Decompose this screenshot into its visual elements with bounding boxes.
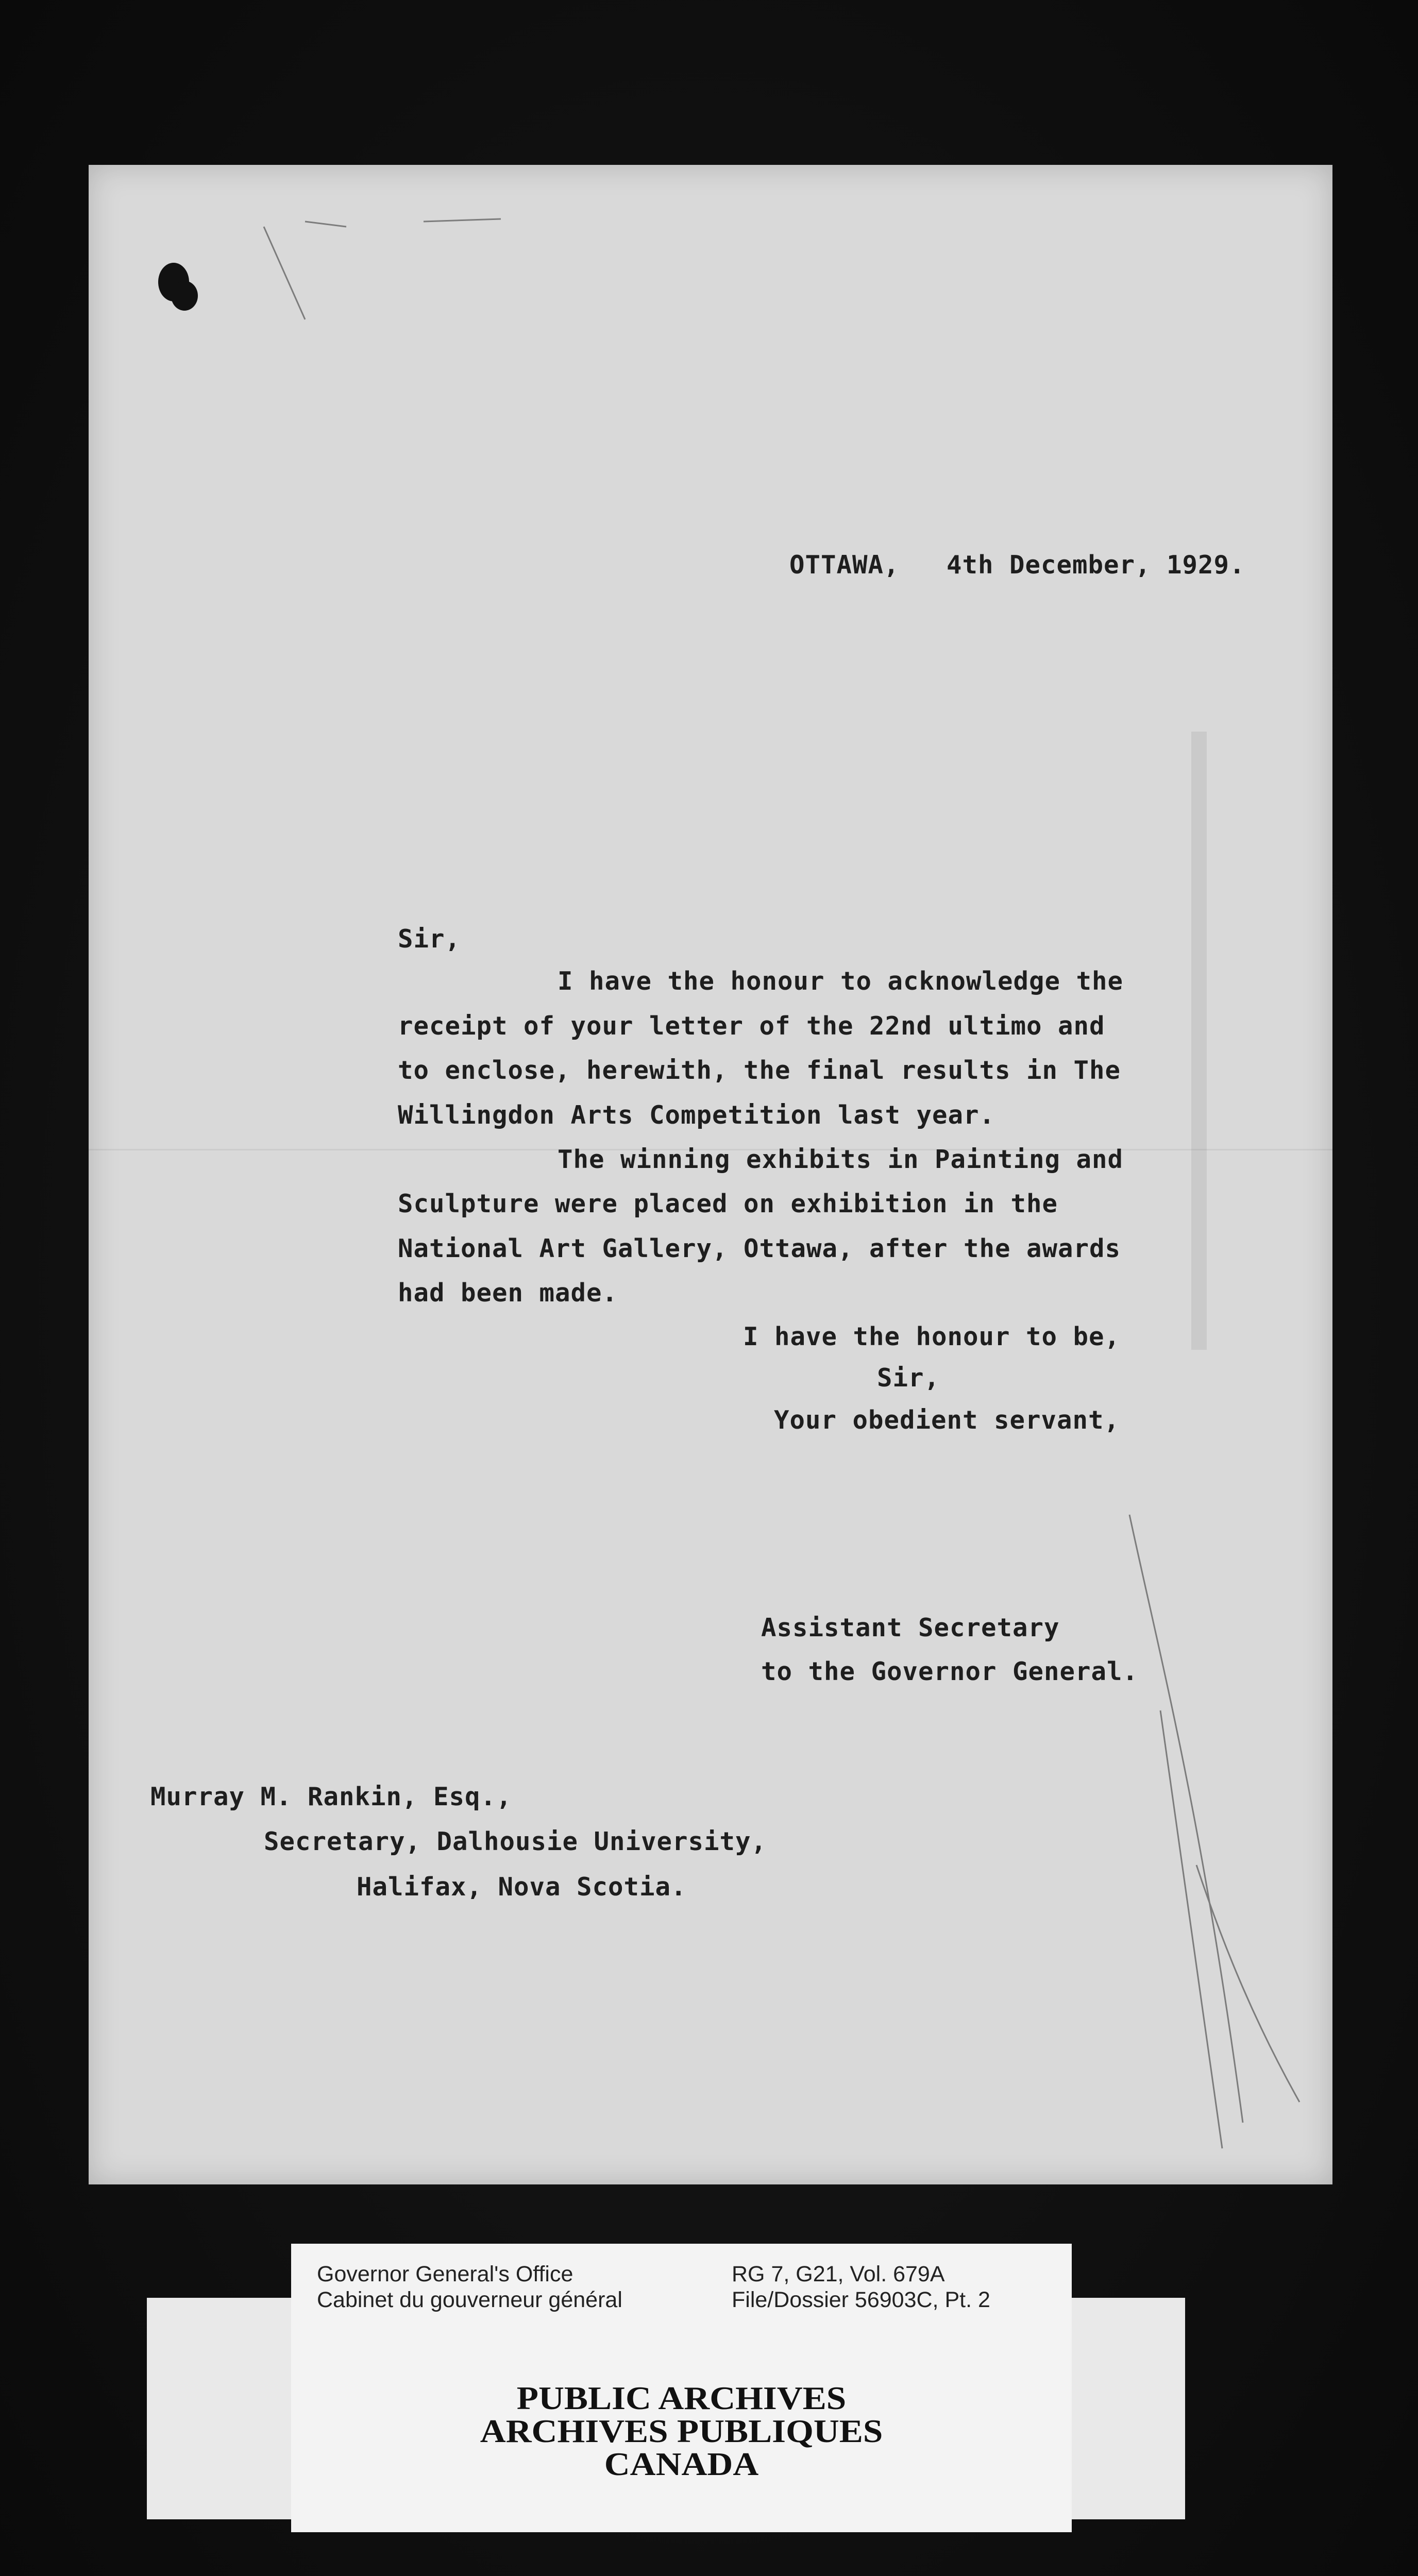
body-line: to enclose, herewith, the final results in The xyxy=(398,1056,1121,1085)
office-fr: Cabinet du gouverneur général xyxy=(317,2287,622,2312)
archives-stamp-line: ARCHIVES PUBLIQUES xyxy=(480,2413,883,2449)
addressee-line: Secretary, Dalhousie University, xyxy=(264,1827,767,1856)
archives-stamp-line: PUBLIC ARCHIVES xyxy=(516,2380,847,2416)
punch-hole xyxy=(171,281,198,311)
closing-line: Sir, xyxy=(877,1363,940,1393)
signature-title: to the Governor General. xyxy=(761,1657,1139,1686)
body-line: had been made. xyxy=(398,1278,618,1308)
body-line: The winning exhibits in Painting and xyxy=(558,1145,1124,1174)
body-line: Sculpture were placed on exhibition in the xyxy=(398,1189,1058,1218)
addressee-line: Murray M. Rankin, Esq., xyxy=(150,1782,512,1811)
paper-marks xyxy=(89,165,1332,2184)
reference: RG 7, G21, Vol. 679A xyxy=(732,2262,945,2286)
file-dossier: File/Dossier 56903C, Pt. 2 xyxy=(732,2287,990,2312)
signature-title: Assistant Secretary xyxy=(761,1613,1060,1642)
archives-stamp-line: CANADA xyxy=(604,2446,759,2482)
body-line: receipt of your letter of the 22nd ultimo and xyxy=(398,1011,1105,1041)
closing-line: Your obedient servant, xyxy=(774,1405,1120,1435)
salutation: Sir, xyxy=(398,924,461,954)
archive-label xyxy=(291,2244,1072,2532)
office-en: Governor General's Office xyxy=(317,2262,573,2286)
body-line: Willingdon Arts Competition last year. xyxy=(398,1100,995,1130)
body-line: National Art Gallery, Ottawa, after the awards xyxy=(398,1234,1121,1263)
letter-page xyxy=(89,165,1332,2184)
addressee-line: Halifax, Nova Scotia. xyxy=(357,1872,687,1902)
body-line: I have the honour to acknowledge the xyxy=(558,967,1124,996)
closing-line: I have the honour to be, xyxy=(743,1322,1121,1351)
place-date: OTTAWA, 4th December, 1929. xyxy=(789,550,1245,580)
